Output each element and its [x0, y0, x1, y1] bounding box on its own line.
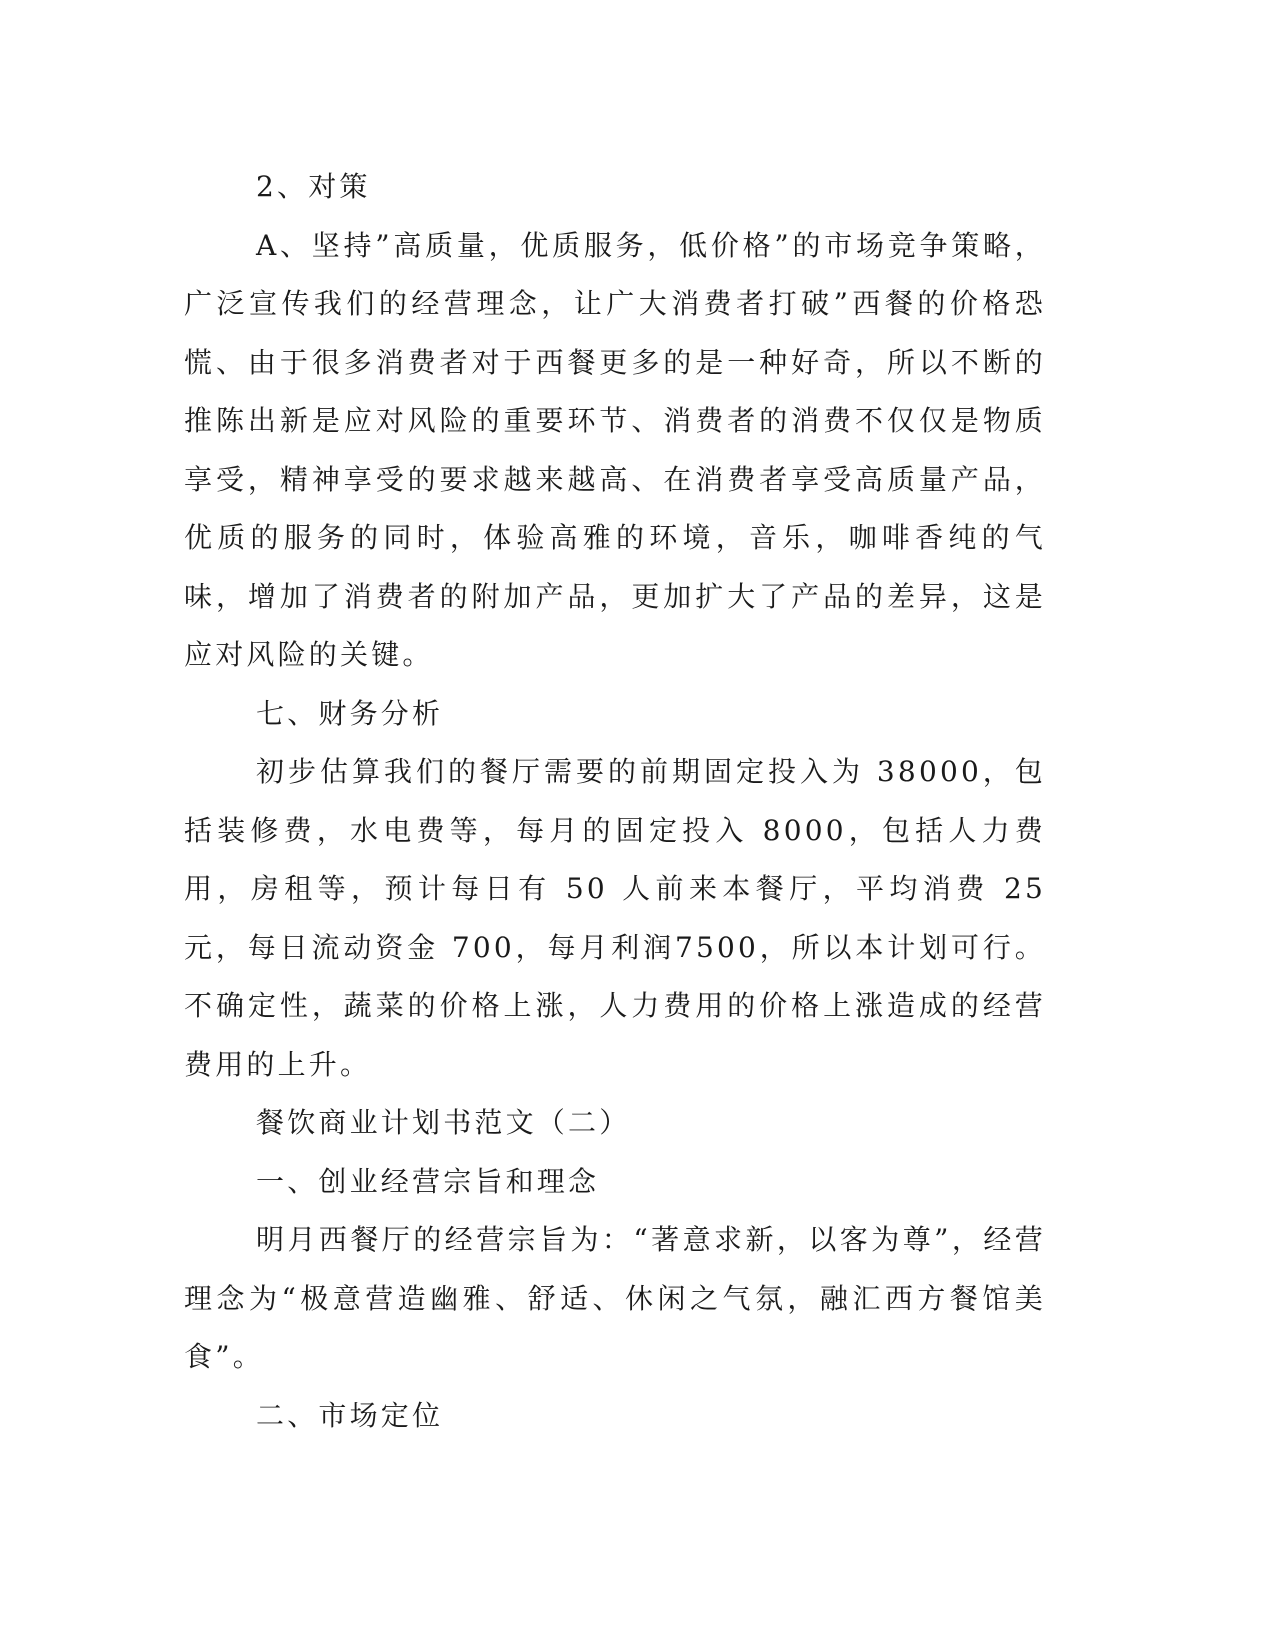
section-heading-mission: 一、创业经营宗旨和理念	[256, 1164, 600, 1198]
paragraph-mission: 明月西餐厅的经营宗旨为：“著意求新，以客为尊”，经营理念为“极意营造幽雅、舒适、休闲之气氛，融汇西方餐馆美食”。	[184, 1223, 1046, 1373]
document-title-sample-two: 餐饮商业计划书范文（二）	[256, 1106, 631, 1139]
section-heading-financial-analysis: 七、财务分析	[256, 696, 444, 730]
document-body	[184, 158, 1046, 1445]
paragraph-strategy: A、坚持”高质量，优质服务，低价格”的市场竞争策略，广泛宣传我们的经营理念，让广大消费者打破”西餐的价格恐慌、由于很多消费者对于西餐更多的是一种好奇，所以不断的推陈出新是应对风险的重要环节、消费者的消费不仅仅是物质享受，精神享受的要求越来越高、在消费者享受高质量产品，优质的服务的同时，体验高雅的环境，音乐，咖啡香纯的气味，增加了消费者的附加产品，更加扩大了产品的差异，这是应对风险的关键。	[184, 228, 1046, 671]
section-heading-market-positioning: 二、市场定位	[256, 1398, 444, 1432]
paragraph-financial-estimate: 初步估算我们的餐厅需要的前期固定投入为 38000，包括装修费，水电费等，每月的固定投入 8000，包括人力费用，房租等，预计每日有 50 人前来本餐厅，平均消费 25 元，每日流动资金 700，每月利润7500，所以本计划可行。不确定性，蔬菜的价格上涨，人力费用的价格上涨造成的经营费用的上升。	[184, 755, 1046, 1081]
subheading-countermeasures: 2、对策	[256, 170, 371, 203]
